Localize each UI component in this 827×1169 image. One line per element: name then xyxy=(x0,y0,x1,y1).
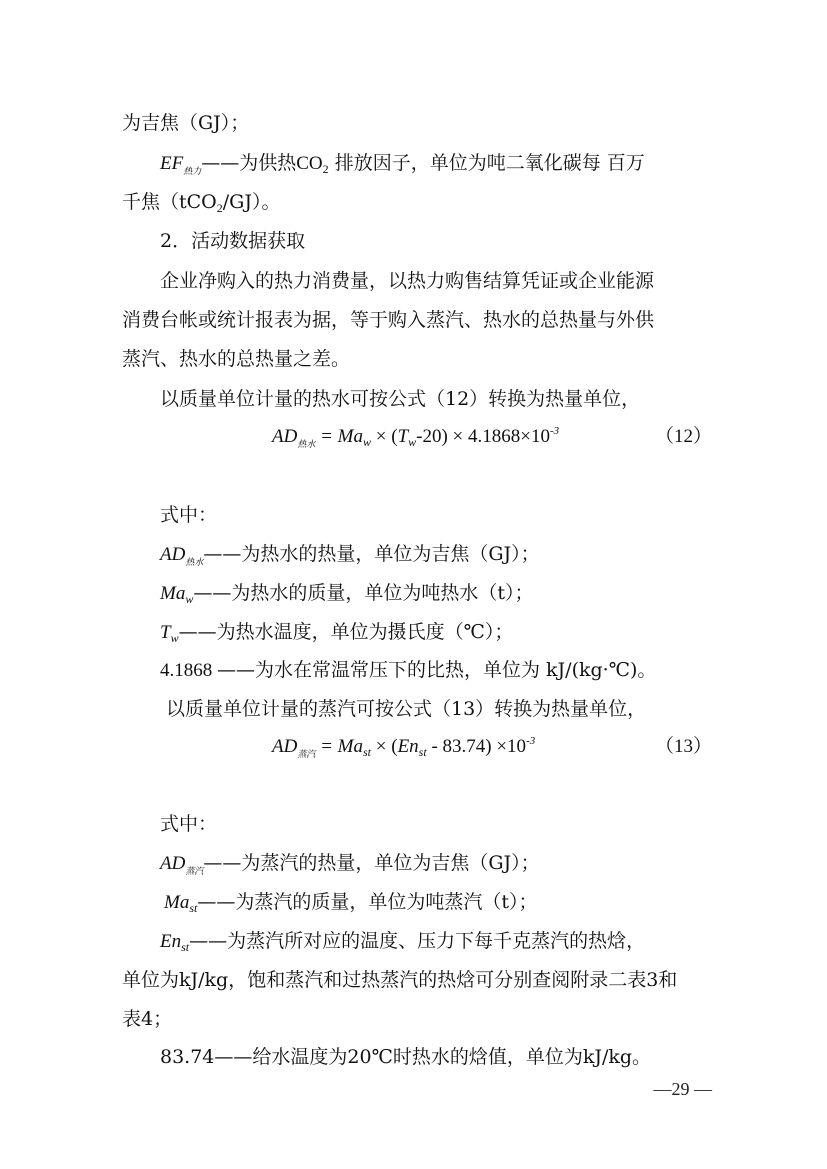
definition-line xyxy=(160,657,656,684)
symbol: Ma xyxy=(337,736,363,757)
formula-subscript: 2 xyxy=(322,162,329,176)
symbol: En xyxy=(397,736,419,757)
text-line: 为吉焦（GJ）； xyxy=(122,112,250,134)
operator: = xyxy=(315,736,338,757)
paragraph-line: 企业净购入的热力消费量，以热力购售结算凭证或企业能源 xyxy=(160,270,655,292)
text: ——为蒸汽的质量，单位为吨蒸汽（t）； xyxy=(197,891,538,913)
formula: CO xyxy=(296,153,323,174)
symbol-subscript: 热水 xyxy=(185,558,204,568)
expression: - 83.74) ×10 xyxy=(426,736,527,757)
operator: × ( xyxy=(371,736,398,757)
exponent: -3 xyxy=(526,735,536,747)
equation-13 xyxy=(272,734,535,762)
symbol-subscript: st xyxy=(181,940,190,954)
definition-line xyxy=(160,928,645,956)
symbol: T xyxy=(397,426,409,447)
paragraph-line: 蒸汽、热水的总热量之差。 xyxy=(122,348,351,370)
equation-number: （12） xyxy=(655,426,713,447)
symbol: Ma xyxy=(164,892,190,913)
symbol-subscript: w xyxy=(363,435,372,449)
exponent: -3 xyxy=(550,425,560,437)
symbol-subscript: w xyxy=(185,592,194,606)
section-heading: 2．活动数据获取 xyxy=(160,230,306,252)
text: 为供热 xyxy=(239,152,297,174)
symbol-subscript: w xyxy=(170,631,179,645)
where-label: 式中： xyxy=(160,813,218,835)
operator: × ( xyxy=(371,426,398,447)
paragraph-line: 以质量单位计量的热水可按公式（12）转换为热量单位， xyxy=(160,388,641,410)
symbol: AD xyxy=(272,426,298,447)
text: ——为蒸汽的热量，单位为吉焦（GJ）； xyxy=(203,852,540,874)
definition-ef xyxy=(160,150,645,180)
paragraph-line: 表4； xyxy=(122,1008,173,1030)
text: ——为热水的热量，单位为吉焦（GJ）； xyxy=(203,543,540,565)
symbol: AD xyxy=(272,736,298,757)
symbol: En xyxy=(160,931,182,952)
definition-line xyxy=(160,580,533,608)
paragraph-line: 消费台帐或统计报表为据，等于购入蒸汽、热水的总热量与外供 xyxy=(122,309,655,331)
where-label: 式中： xyxy=(160,504,218,526)
text: 千焦（tCO xyxy=(122,191,217,213)
number: 4.1868 xyxy=(160,660,217,681)
definition-line: 83.74——给水温度为20℃时热水的焓值，单位为kJ/kg。 xyxy=(160,1046,652,1068)
symbol-subscript: 热力 xyxy=(183,167,202,177)
text: ——为蒸汽所对应的温度、压力下每千克蒸汽的热焓， xyxy=(189,930,646,952)
symbol: AD xyxy=(160,853,186,874)
symbol-subscript: st xyxy=(189,901,198,915)
text: 排放因子，单位为吨二氧化碳每 百万 xyxy=(328,152,645,174)
symbol-subscript: w xyxy=(408,435,417,449)
formula-subscript: 2 xyxy=(216,201,223,215)
symbol: EF xyxy=(160,153,184,174)
symbol: Ma xyxy=(337,426,363,447)
text: ——为热水温度，单位为摄氏度（℃）； xyxy=(178,621,514,643)
expression: -20) × 4.1868×10 xyxy=(416,426,550,447)
symbol-subscript: st xyxy=(363,745,372,759)
symbol-subscript: 热水 xyxy=(297,439,316,449)
definition-line xyxy=(160,541,540,571)
text: /GJ）。 xyxy=(222,191,281,213)
equation-12 xyxy=(272,424,559,452)
text: ——为水在常温常压下的比热，单位为 kJ/(kg·℃)。 xyxy=(217,659,657,681)
page-number: —29 — xyxy=(653,1079,712,1099)
definition-line xyxy=(160,850,540,880)
operator: = xyxy=(315,426,338,447)
paragraph-line: 以质量单位计量的蒸汽可按公式（13）转换为热量单位， xyxy=(166,698,647,720)
symbol: Ma xyxy=(160,583,186,604)
text: ——为热水的质量，单位为吨热水（t）； xyxy=(193,582,534,604)
dash: —— xyxy=(201,152,240,174)
text-line xyxy=(122,189,280,217)
definition-line xyxy=(164,889,537,917)
symbol-subscript: 蒸汽 xyxy=(185,867,204,877)
symbol-subscript: 蒸汽 xyxy=(297,749,316,759)
symbol: AD xyxy=(160,544,186,565)
definition-line xyxy=(160,619,513,647)
equation-number: （13） xyxy=(655,736,713,757)
symbol: T xyxy=(160,622,171,643)
symbol-subscript: st xyxy=(418,745,427,759)
paragraph-line: 单位为kJ/kg，饱和蒸汽和过热蒸汽的热焓可分别查阅附录二表3和 xyxy=(122,969,678,991)
